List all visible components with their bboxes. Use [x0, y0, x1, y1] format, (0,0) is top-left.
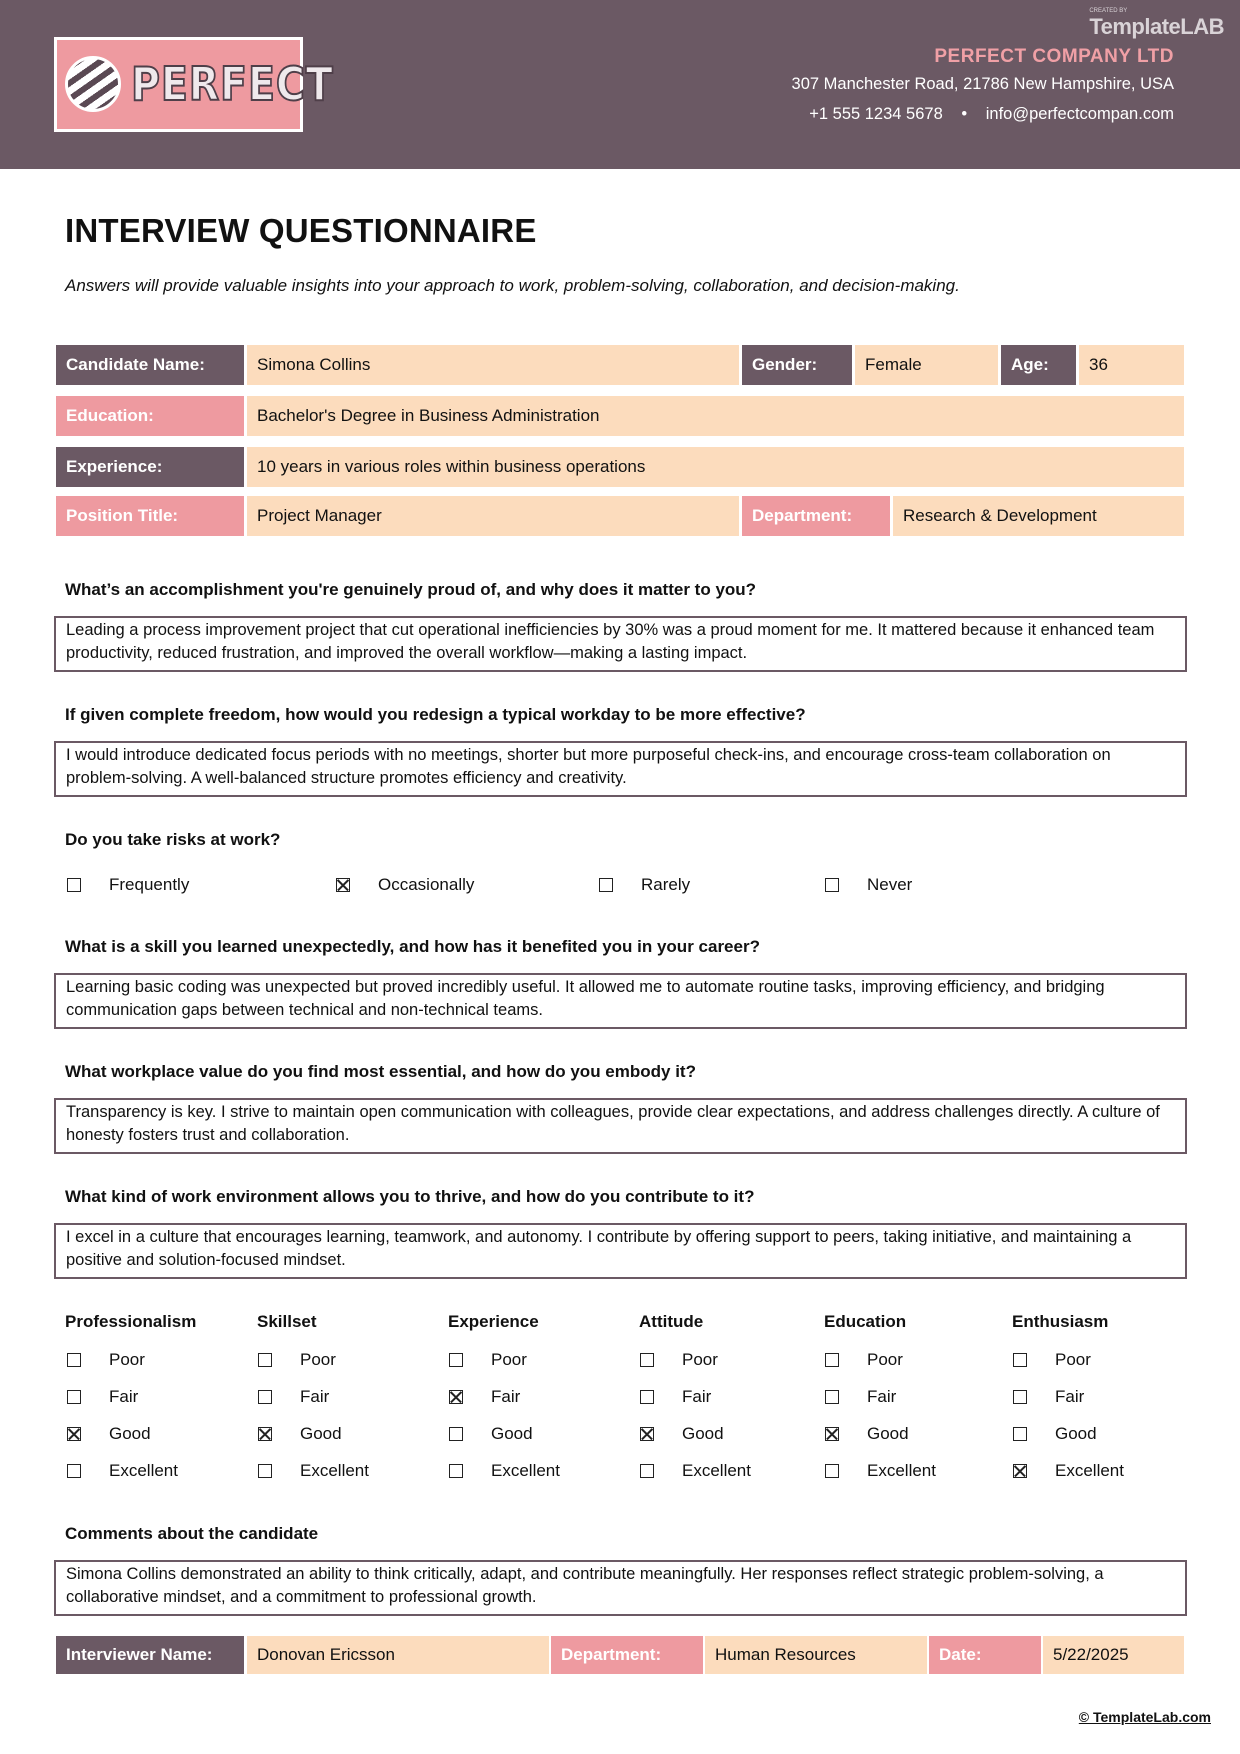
rating-option-label: Fair [109, 1387, 139, 1406]
striped-ball-logo-icon [65, 56, 121, 112]
rating-option-label: Excellent [109, 1461, 178, 1480]
comments-field[interactable]: Simona Collins demonstrated an ability to think critically, adapt, and contribute meaningfully. Her responses reflect strategic problem-solving, a collaborative mindset, and a commitment to professional growth. [54, 1560, 1187, 1616]
rating-option[interactable] [640, 1350, 718, 1370]
interviewer-department-label: Department: [551, 1636, 703, 1674]
gender-field[interactable]: Female [855, 345, 998, 385]
rating-option[interactable] [258, 1350, 336, 1370]
rating-header-experience: Experience [448, 1312, 539, 1331]
rating-option-label: Excellent [1055, 1461, 1124, 1480]
rating-header-attitude: Attitude [639, 1312, 704, 1331]
risk-option-rarely[interactable] [599, 875, 690, 895]
rating-option-label: Good [1055, 1424, 1097, 1443]
copyright-link[interactable]: © TemplateLab.com [1078, 1709, 1211, 1725]
company-contact [792, 99, 1174, 129]
answer-3-field[interactable]: Learning basic coding was unexpected but proved incredibly useful. It allowed me to automate routine tasks, improving efficiency, and bridging communication gaps between technical and non-technical teams. [54, 973, 1187, 1029]
rating-option-label: Poor [682, 1350, 718, 1369]
rating-option[interactable] [1013, 1424, 1097, 1444]
answer-5-field[interactable]: I excel in a culture that encourages learning, teamwork, and autonomy. I contribute by offering support to peers, taking initiative, and maintaining a positive and solution-focused mindset. [54, 1223, 1187, 1279]
company-logo [54, 37, 334, 132]
rating-option-label: Fair [1055, 1387, 1085, 1406]
rating-option-label: Fair [682, 1387, 712, 1406]
education-label: Education: [56, 396, 244, 436]
rating-option-label: Excellent [491, 1461, 560, 1480]
risk-option-never[interactable] [825, 875, 912, 895]
rating-header-enthusiasm: Enthusiasm [1012, 1312, 1109, 1331]
checkbox-icon[interactable] [67, 1353, 81, 1367]
answer-1-field[interactable]: Leading a process improvement project that cut operational inefficiencies by 30% was a proud moment for me. It mattered because it enhanced team productivity, reduced frustration, and improved the overall workflow—making a lasting impact. [54, 616, 1187, 672]
option-label: Occasionally [378, 875, 475, 894]
rating-option[interactable] [640, 1461, 751, 1481]
gender-label: Gender: [742, 345, 852, 385]
checkbox-icon[interactable] [825, 1464, 839, 1478]
age-label: Age: [1001, 345, 1076, 385]
checkbox-icon[interactable] [258, 1464, 272, 1478]
risk-question: Do you take risks at work? [65, 830, 281, 849]
department-field[interactable]: Research & Development [893, 496, 1184, 536]
interviewer-name-label: Interviewer Name: [56, 1636, 244, 1674]
rating-option[interactable] [449, 1350, 527, 1370]
checkbox-icon[interactable] [1013, 1353, 1027, 1367]
question-3: What is a skill you learned unexpectedly, and how has it benefited you in your career? [65, 937, 760, 956]
rating-option-label: Poor [1055, 1350, 1091, 1369]
checked-checkbox-icon[interactable] [336, 878, 350, 892]
checkbox-icon[interactable] [258, 1353, 272, 1367]
question-5: What kind of work environment allows you to thrive, and how do you contribute to it? [65, 1187, 755, 1206]
rating-option-label: Excellent [300, 1461, 369, 1480]
company-email: info@perfectcompan.com [985, 105, 1174, 123]
checked-checkbox-icon[interactable] [640, 1427, 654, 1441]
checkbox-icon[interactable] [67, 1464, 81, 1478]
checkbox-icon[interactable] [640, 1353, 654, 1367]
position-title-label: Position Title: [56, 496, 244, 536]
rating-option[interactable] [67, 1350, 145, 1370]
option-label: Never [867, 875, 913, 894]
department-label: Department: [742, 496, 890, 536]
rating-option[interactable] [67, 1424, 151, 1444]
answer-2-field[interactable]: I would introduce dedicated focus periods with no meetings, shorter but more purposeful check-ins, and encourage cross-team collaboration on problem-solving. A well-balanced structure promotes efficiency and creativity. [54, 741, 1187, 797]
company-name: PERFECT COMPANY LTD [934, 46, 1174, 67]
bullet-separator: • [961, 105, 968, 123]
candidate-name-label: Candidate Name: [56, 345, 244, 385]
answer-4-field[interactable]: Transparency is key. I strive to maintain open communication with colleagues, provide clear expectations, and address challenges directly. A culture of honesty fosters trust and collaboration. [54, 1098, 1187, 1154]
rating-option-label: Fair [867, 1387, 897, 1406]
rating-option-label: Good [491, 1424, 533, 1443]
candidate-name-field[interactable]: Simona Collins [247, 345, 739, 385]
logo-text: PERFECT [131, 57, 334, 111]
rating-option[interactable] [825, 1424, 909, 1444]
rating-option[interactable] [258, 1387, 329, 1407]
risk-option-frequently[interactable] [67, 875, 189, 895]
rating-option[interactable] [640, 1424, 724, 1444]
rating-option-label: Excellent [682, 1461, 751, 1480]
question-1: What’s an accomplishment you're genuinely proud of, and why does it matter to you? [65, 580, 757, 599]
question-4: What workplace value do you find most essential, and how do you embody it? [65, 1062, 696, 1081]
rating-option-label: Fair [491, 1387, 521, 1406]
checkbox-icon[interactable] [599, 878, 613, 892]
company-phone: +1 555 1234 5678 [809, 105, 943, 123]
rating-option-label: Excellent [867, 1461, 936, 1480]
rating-header-professionalism: Professionalism [65, 1312, 197, 1331]
header-band [0, 0, 1240, 169]
interviewer-department-field[interactable]: Human Resources [705, 1636, 927, 1674]
rating-option[interactable] [449, 1387, 520, 1407]
rating-option[interactable] [258, 1424, 342, 1444]
rating-option[interactable] [825, 1350, 903, 1370]
checkbox-icon[interactable] [640, 1464, 654, 1478]
checkbox-icon[interactable] [640, 1390, 654, 1404]
rating-option-label: Good [300, 1424, 342, 1443]
interviewer-name-field[interactable]: Donovan Ericsson [247, 1636, 549, 1674]
rating-option[interactable] [640, 1387, 711, 1407]
rating-option-label: Good [682, 1424, 724, 1443]
checked-checkbox-icon[interactable] [449, 1390, 463, 1404]
checkbox-icon[interactable] [1013, 1427, 1027, 1441]
comments-label: Comments about the candidate [65, 1524, 319, 1543]
templatelab-watermark [1089, 8, 1224, 40]
rating-option[interactable] [449, 1424, 533, 1444]
experience-label: Experience: [56, 447, 244, 487]
company-address: 307 Manchester Road, 21786 New Hampshire, USA [791, 75, 1174, 93]
checkbox-icon[interactable] [825, 1390, 839, 1404]
company-info [792, 45, 1174, 129]
watermark-small: CREATED BY [1089, 8, 1128, 14]
checkbox-icon[interactable] [449, 1353, 463, 1367]
page-title: INTERVIEW QUESTIONNAIRE [65, 212, 537, 249]
watermark-text: TemplateLAB [1089, 14, 1224, 39]
rating-option[interactable] [1013, 1350, 1091, 1370]
checked-checkbox-icon[interactable] [825, 1427, 839, 1441]
rating-option[interactable] [258, 1461, 369, 1481]
rating-option[interactable] [825, 1461, 936, 1481]
rating-header-skillset: Skillset [257, 1312, 317, 1331]
rating-option-label: Fair [300, 1387, 330, 1406]
date-field[interactable]: 5/22/2025 [1043, 1636, 1184, 1674]
experience-field[interactable]: 10 years in various roles within business operations [247, 447, 1184, 487]
page-subtitle: Answers will provide valuable insights into your approach to work, problem-solving, collaboration, and decision-making. [65, 276, 960, 295]
rating-header-education: Education [824, 1312, 907, 1331]
checkbox-icon[interactable] [67, 1390, 81, 1404]
rating-option-label: Poor [300, 1350, 336, 1369]
checkbox-icon[interactable] [258, 1390, 272, 1404]
rating-option[interactable] [1013, 1461, 1124, 1481]
rating-option-label: Poor [491, 1350, 527, 1369]
rating-option[interactable] [67, 1461, 178, 1481]
checkbox-icon[interactable] [67, 878, 81, 892]
option-label: Frequently [109, 875, 190, 894]
checkbox-icon[interactable] [449, 1427, 463, 1441]
checkbox-icon[interactable] [825, 878, 839, 892]
checked-checkbox-icon[interactable] [258, 1427, 272, 1441]
rating-option-label: Good [109, 1424, 151, 1443]
date-label: Date: [929, 1636, 1041, 1674]
option-label: Rarely [641, 875, 691, 894]
age-field[interactable]: 36 [1079, 345, 1184, 385]
checkbox-icon[interactable] [1013, 1390, 1027, 1404]
checked-checkbox-icon[interactable] [1013, 1464, 1027, 1478]
rating-option[interactable] [67, 1387, 138, 1407]
rating-option-label: Poor [867, 1350, 903, 1369]
rating-option[interactable] [449, 1461, 560, 1481]
rating-option[interactable] [1013, 1387, 1084, 1407]
risk-option-occasionally[interactable] [336, 875, 474, 895]
checkbox-icon[interactable] [449, 1464, 463, 1478]
checkbox-icon[interactable] [825, 1353, 839, 1367]
question-2: If given complete freedom, how would you redesign a typical workday to be more effective? [65, 705, 806, 724]
education-field[interactable]: Bachelor's Degree in Business Administration [247, 396, 1184, 436]
checked-checkbox-icon[interactable] [67, 1427, 81, 1441]
rating-option-label: Poor [109, 1350, 145, 1369]
rating-option[interactable] [825, 1387, 896, 1407]
position-title-field[interactable]: Project Manager [247, 496, 739, 536]
rating-option-label: Good [867, 1424, 909, 1443]
